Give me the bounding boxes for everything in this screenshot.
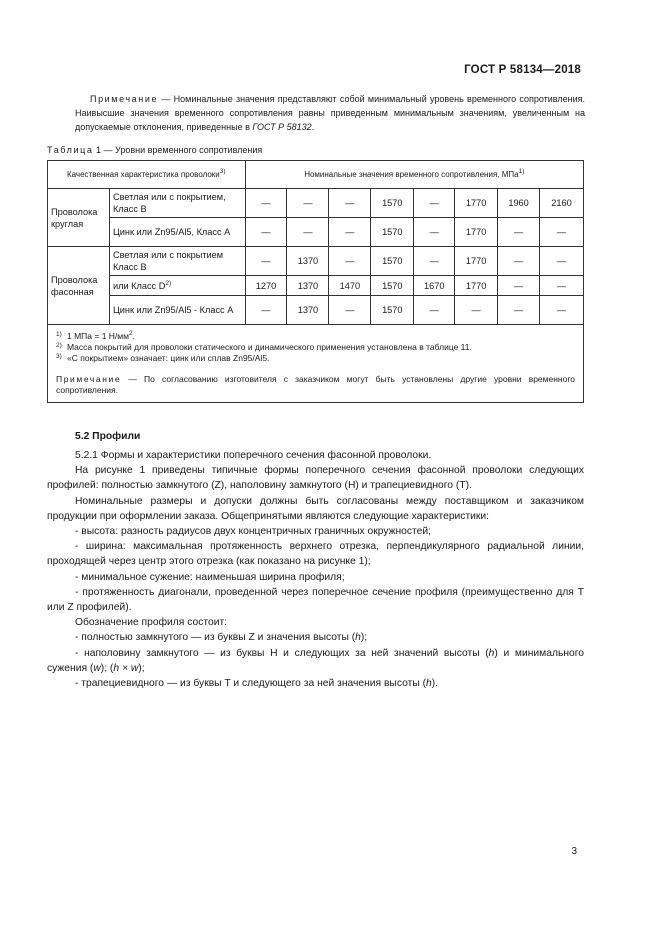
header-values-text: Номинальные значения временного сопротивления, МПа [304,169,519,179]
cell: — [414,296,455,325]
footnote-mark: 1) [56,331,62,338]
cell: 1770 [455,189,498,218]
page-number: 3 [571,846,577,857]
cell: — [245,218,287,247]
row-label: Цинк или Zn95/Al5 - Класс А [109,296,245,325]
paragraph: 5.2.1 Формы и характеристики поперечного сечения фасонной проволоки. [75,450,432,461]
cell: 1370 [287,276,329,296]
footnote-mark: 2) [56,342,62,349]
footnote-text-b: . [132,331,135,341]
group-round: Проволока круглая [48,189,110,247]
document-header: ГОСТ Р 58134—2018 [464,64,581,76]
text-run: ). [431,678,439,690]
footnote-mark: 3) [56,353,62,360]
note-text-a: — Номинальные значения представляют собой минимальный уровень временного сопротивления. Наивысшие значения временного сопротивления равны приведенным минимальным значениям, увеличенным на допускаемые отклонения, приведенные в [75,94,585,132]
cell: — [540,296,584,325]
table-footnotes [48,325,584,403]
text-run: ); ( [100,662,114,674]
list-item [47,676,584,691]
header-values [245,161,583,189]
group-shaped: Проволока фасонная [48,247,110,325]
cell: — [245,296,287,325]
row-label [109,276,245,296]
footnote-text [67,331,135,342]
row-label: Светлая или с покрытием Класс B [109,247,245,276]
cell: — [329,247,371,276]
italic-var: w [93,662,101,674]
table-note-label: Примечание [56,374,122,384]
row-label-text: или Класс D [112,280,166,291]
cell: 1570 [371,296,414,325]
cell: 1470 [329,276,371,296]
header-values-sup: 1) [518,167,525,175]
note-paragraph [75,92,585,134]
cell: — [414,189,455,218]
body-text [47,448,584,691]
row-label: Светлая или с покрытием, Класс B [109,189,245,218]
cell: 1570 [371,276,414,296]
italic-var: h [488,647,495,659]
cell: — [329,296,371,325]
footnote [56,342,575,353]
table-footnotes-row [48,325,584,403]
cell: — [414,218,455,247]
row-label-sup: 2) [165,279,172,287]
strength-table [47,160,584,403]
cell: 1770 [455,218,498,247]
cell: — [329,218,371,247]
list-item [47,646,584,676]
italic-var: h × w [113,662,139,674]
note-label: Примечание [90,94,159,104]
italic-var: h [355,632,361,644]
text-run: - полностью замкнутого — из буквы Z и значения высоты ( [75,632,356,644]
cell: 1670 [414,276,455,296]
header-characteristic-sup: 3) [219,167,226,175]
text-run: ); [360,632,368,644]
section-title: 5.2 Профили [75,431,141,442]
cell: 1370 [287,296,329,325]
paragraph: На рисунке 1 приведены типичные формы поперечного сечения фасонной проволоки следующих профилей: полностью замкнутого (Z), наполовину замкнутого (H) и трапециевидного (T). [47,465,584,492]
text-run: ); [138,662,145,674]
footnote-sup: 2 [128,330,133,337]
cell: — [329,189,371,218]
table-title [47,145,262,155]
cell: 1570 [371,189,414,218]
footnote [56,331,575,342]
table-note-text: — По согласованию изготовителя с заказчиком могут быть установлены другие уровни временного сопротивления. [56,374,575,395]
cell: 1270 [245,276,287,296]
cell: — [498,276,540,296]
text-run: - трапециевидного — из буквы T и следующего за ней значения высоты ( [75,678,427,690]
note-text-b: . [311,122,315,132]
cell: 1770 [455,247,498,276]
cell: 1570 [371,218,414,247]
table-row [48,296,584,325]
paragraph: Обозначение профиля состоит: [75,617,228,629]
table-title-text: 1 — Уровни временного сопротивления [93,145,263,155]
list-item: - ширина: максимальная протяженность верхнего отрезка, перпендикулярного радиальной линии, проходящей через центр этого отрезка (как показано на рисунке 1); [47,541,584,568]
cell: 1570 [371,247,414,276]
cell: — [245,247,287,276]
italic-var: h [426,678,432,690]
table-header-row [48,161,584,189]
cell: — [414,247,455,276]
cell: — [455,296,498,325]
cell: — [245,189,287,218]
header-characteristic [48,161,246,189]
cell: — [287,189,329,218]
table-title-label: Таблица [47,145,94,155]
cell: — [540,276,584,296]
text-run: ) и минимального сужения ( [47,647,584,674]
cell: — [287,218,329,247]
text-run: - наполовину замкнутого — из буквы H и следующих за ней значений высоты ( [75,647,489,659]
table-row [48,276,584,296]
footnote-text: Масса покрытий для проволоки статического и динамического применения установлена в таблице 11. [67,342,472,352]
list-item: - минимальное сужение: наименьшая ширина профиля; [75,571,345,583]
list-item: - протяженность диагонали, проведенной через поперечное сечение профиля (преимущественно для T или Z профилей). [47,586,584,614]
cell: 1770 [455,276,498,296]
note-ref: ГОСТ Р 58132 [252,122,312,132]
cell: — [540,218,584,247]
table-row [48,247,584,276]
cell: 1370 [287,247,329,276]
cell: 1960 [498,189,540,218]
cell: — [498,247,540,276]
footnote-text-a: 1 МПа = 1 Н/мм [67,331,129,341]
paragraph: Номинальные размеры и допуски должны быть согласованы между поставщиком и заказчиком продукции при оформлении заказа. Общепринятыми являются следующие характеристики: [47,495,584,522]
header-characteristic-text: Качественная характеристика проволоки [67,169,220,179]
table-row [48,218,584,247]
cell: 2160 [540,189,584,218]
list-item: - высота: разность радиусов двух концентричных граничных окружностей; [75,526,432,538]
footnote [56,353,575,364]
list-item [47,630,584,645]
cell: — [498,296,540,325]
cell: — [540,247,584,276]
cell: — [498,218,540,247]
footnote-text: «С покрытием» означает: цинк или сплав Zn95/Al5. [67,353,270,363]
table-note [56,374,575,396]
table-row [48,189,584,218]
row-label: Цинк или Zn95/Al5, Класс А [109,218,245,247]
